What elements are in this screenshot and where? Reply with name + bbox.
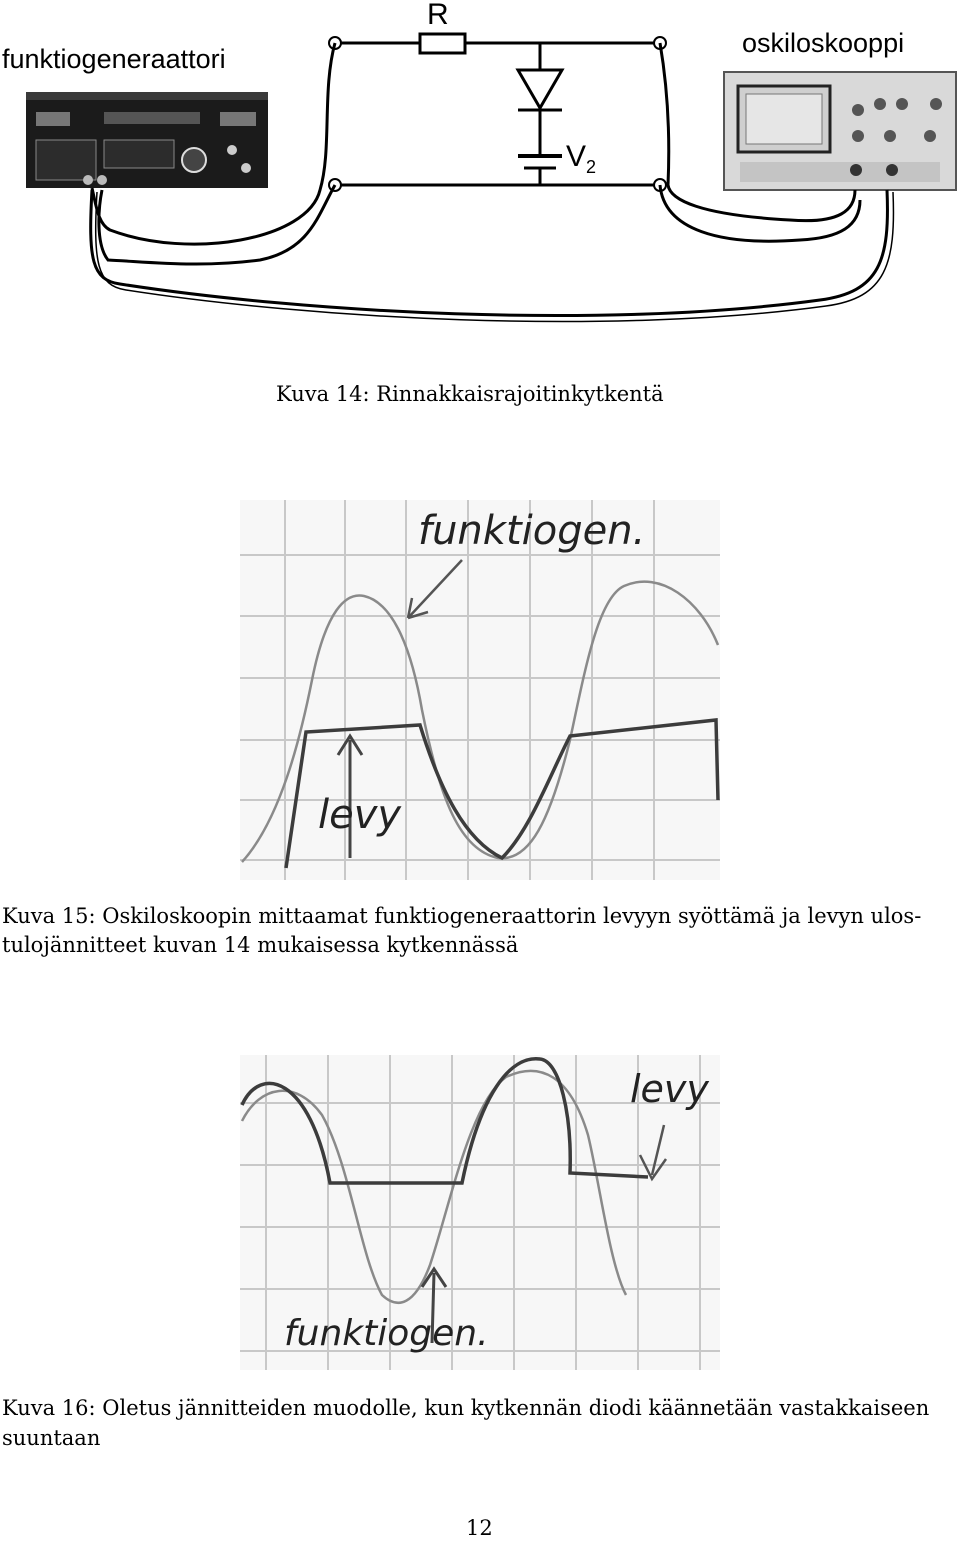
figure16-sketch [240,1055,720,1370]
voltage-label [566,140,596,178]
figure16-label-funktiogen: funktiogen. [284,1313,489,1354]
figure14-caption: Kuva 14: Rinnakkaisrajoitinkytkentä [276,382,664,406]
figure15-caption-line2: tulojännitteet kuvan 14 mukaisessa kytkennässä [2,933,519,957]
figure15-label-funktiogen: funktiogen. [418,508,646,554]
resistor-symbol [420,34,465,53]
figure16-caption-line2: suuntaan [2,1426,101,1450]
figure15-label-levy: levy [318,792,402,838]
oscilloscope-label: oskiloskooppi [742,28,905,58]
resistor-label: R [427,0,449,31]
figure16-label-levy: levy [630,1067,709,1111]
figure16-caption-line1: Kuva 16: Oletus jännitteiden muodolle, kun kytkennän diodi käännetään vastakkaiseen [2,1396,930,1420]
figure15-drawing [240,500,720,880]
function-generator-image [26,92,268,188]
voltage-subscript: 2 [586,157,597,177]
page-number: 12 [466,1516,493,1540]
oscilloscope-image [724,72,956,190]
diode-symbol [518,70,562,108]
figure15-caption-line1: Kuva 15: Oskiloskoopin mittaamat funktiogeneraattorin levyyn syöttämä ja levyn ulos- [2,904,922,928]
voltage-symbol: V [566,140,587,173]
figure15-sketch [240,500,720,880]
generator-label: funktiogeneraattori [2,44,226,74]
circuit-figure [0,0,960,360]
